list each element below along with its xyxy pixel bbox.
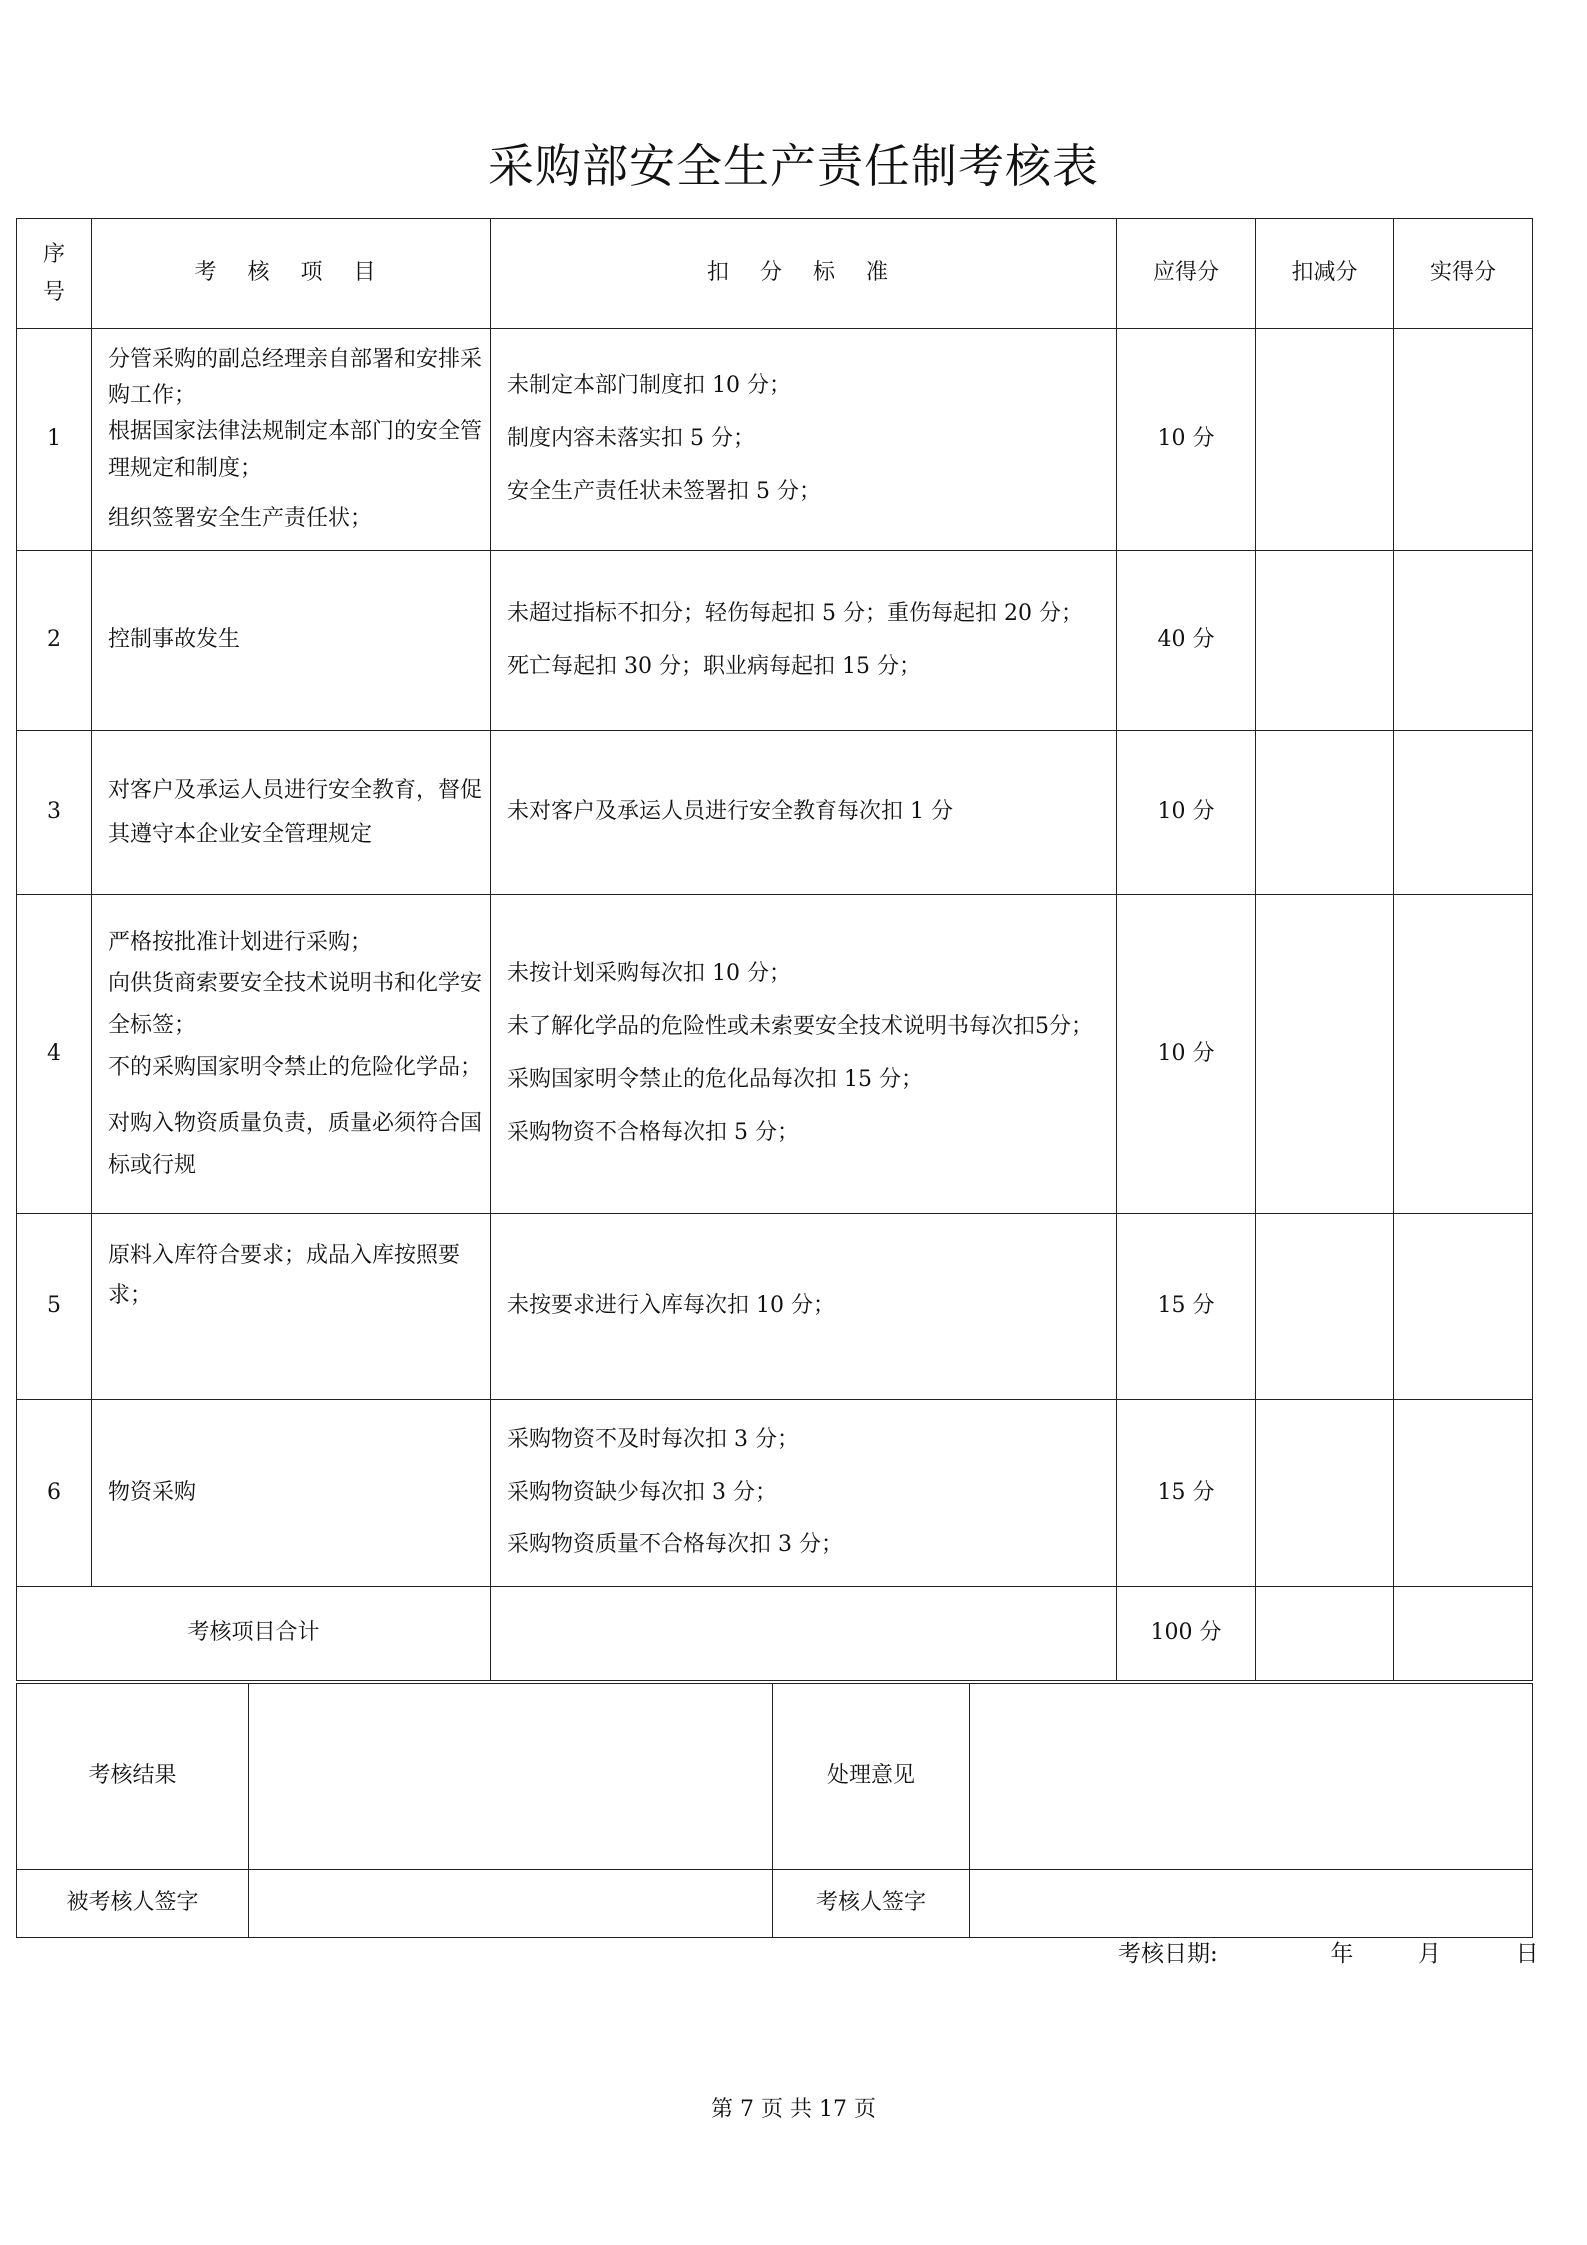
row-items: 分管采购的副总经理亲自部署和安排采购工作； 根据国家法律法规制定本部门的安全管理规定和制度； 组织签署安全生产责任状； (92, 329, 491, 551)
table-row (17, 895, 1533, 1214)
row-items: 控制事故发生 (92, 551, 491, 731)
examiner-sign-field[interactable] (970, 1870, 1533, 1938)
date-month: 月 (1418, 1941, 1441, 1967)
row-seq: 1 (17, 329, 92, 551)
result-row (17, 1684, 1533, 1870)
row-deduct-cell[interactable] (1256, 731, 1394, 895)
assessment-date (1118, 1935, 1539, 1968)
row-score: 10 分 (1117, 329, 1256, 551)
row-criteria: 未超过指标不扣分；轻伤每起扣 5 分；重伤每起扣 20 分； 死亡每起扣 30 分；职业病每起扣 15 分； (491, 551, 1117, 731)
header-seq: 序号 (17, 219, 92, 329)
table-row (17, 1400, 1533, 1587)
header-row (17, 219, 1533, 329)
header-deduct: 扣减分 (1256, 219, 1394, 329)
row-score: 40 分 (1117, 551, 1256, 731)
date-label: 考核日期: (1118, 1941, 1218, 1967)
opinion-field[interactable] (970, 1684, 1533, 1870)
assessment-table (16, 218, 1533, 1681)
row-actual-cell[interactable] (1394, 551, 1533, 731)
signature-row (17, 1870, 1533, 1938)
row-score: 10 分 (1117, 895, 1256, 1214)
row-seq: 2 (17, 551, 92, 731)
total-criteria-cell (491, 1587, 1117, 1681)
table-row (17, 731, 1533, 895)
row-items: 原料入库符合要求；成品入库按照要求； (92, 1214, 491, 1400)
row-items: 对客户及承运人员进行安全教育，督促其遵守本企业安全管理规定 (92, 731, 491, 895)
examinee-sign-label: 被考核人签字 (17, 1870, 249, 1938)
row-score: 15 分 (1117, 1214, 1256, 1400)
row-seq: 6 (17, 1400, 92, 1587)
row-actual-cell[interactable] (1394, 895, 1533, 1214)
row-deduct-cell[interactable] (1256, 1214, 1394, 1400)
row-deduct-cell[interactable] (1256, 551, 1394, 731)
row-deduct-cell[interactable] (1256, 329, 1394, 551)
examiner-sign-label: 考核人签字 (773, 1870, 970, 1938)
row-seq: 4 (17, 895, 92, 1214)
row-criteria: 采购物资不及时每次扣 3 分； 采购物资缺少每次扣 3 分； 采购物资质量不合格每次扣 3 分； (491, 1400, 1117, 1587)
header-criteria: 扣 分 标 准 (491, 219, 1117, 329)
table-row (17, 551, 1533, 731)
result-table (16, 1683, 1533, 1938)
row-deduct-cell[interactable] (1256, 895, 1394, 1214)
header-actual: 实得分 (1394, 219, 1533, 329)
examinee-sign-field[interactable] (249, 1870, 773, 1938)
row-items: 严格按批准计划进行采购； 向供货商索要安全技术说明书和化学安全标签； 不的采购国家明令禁止的危险化学品； 对购入物资质量负责，质量必须符合国标或行规 (92, 895, 491, 1214)
opinion-label: 处理意见 (773, 1684, 970, 1870)
row-criteria: 未对客户及承运人员进行安全教育每次扣 1 分 (491, 731, 1117, 895)
row-actual-cell[interactable] (1394, 1214, 1533, 1400)
row-seq: 3 (17, 731, 92, 895)
header-item: 考 核 项 目 (92, 219, 491, 329)
row-criteria: 未按计划采购每次扣 10 分； 未了解化学品的危险性或未索要安全技术说明书每次扣5分； 采购国家明令禁止的危化品每次扣 15 分； 采购物资不合格每次扣 5 分； (491, 895, 1117, 1214)
table-row (17, 1214, 1533, 1400)
row-criteria: 未制定本部门制度扣 10 分； 制度内容未落实扣 5 分； 安全生产责任状未签署扣 5 分； (491, 329, 1117, 551)
page-title: 采购部安全生产责任制考核表 (488, 139, 1099, 193)
row-actual-cell[interactable] (1394, 731, 1533, 895)
row-actual-cell[interactable] (1394, 329, 1533, 551)
total-deduct-cell[interactable] (1256, 1587, 1394, 1681)
total-label: 考核项目合计 (17, 1587, 491, 1681)
row-seq: 5 (17, 1214, 92, 1400)
row-score: 15 分 (1117, 1400, 1256, 1587)
row-score: 10 分 (1117, 731, 1256, 895)
table-row (17, 329, 1533, 551)
row-deduct-cell[interactable] (1256, 1400, 1394, 1587)
page-footer: 第 7 页 共 17 页 (711, 2097, 876, 2122)
row-items: 物资采购 (92, 1400, 491, 1587)
total-score: 100 分 (1117, 1587, 1256, 1681)
row-criteria: 未按要求进行入库每次扣 10 分； (491, 1214, 1117, 1400)
header-should-score: 应得分 (1117, 219, 1256, 329)
total-actual-cell[interactable] (1394, 1587, 1533, 1681)
date-day: 日 (1515, 1941, 1539, 1967)
date-year: 年 (1330, 1941, 1354, 1967)
total-row (17, 1587, 1533, 1681)
row-actual-cell[interactable] (1394, 1400, 1533, 1587)
result-label: 考核结果 (17, 1684, 249, 1870)
result-field[interactable] (249, 1684, 773, 1870)
